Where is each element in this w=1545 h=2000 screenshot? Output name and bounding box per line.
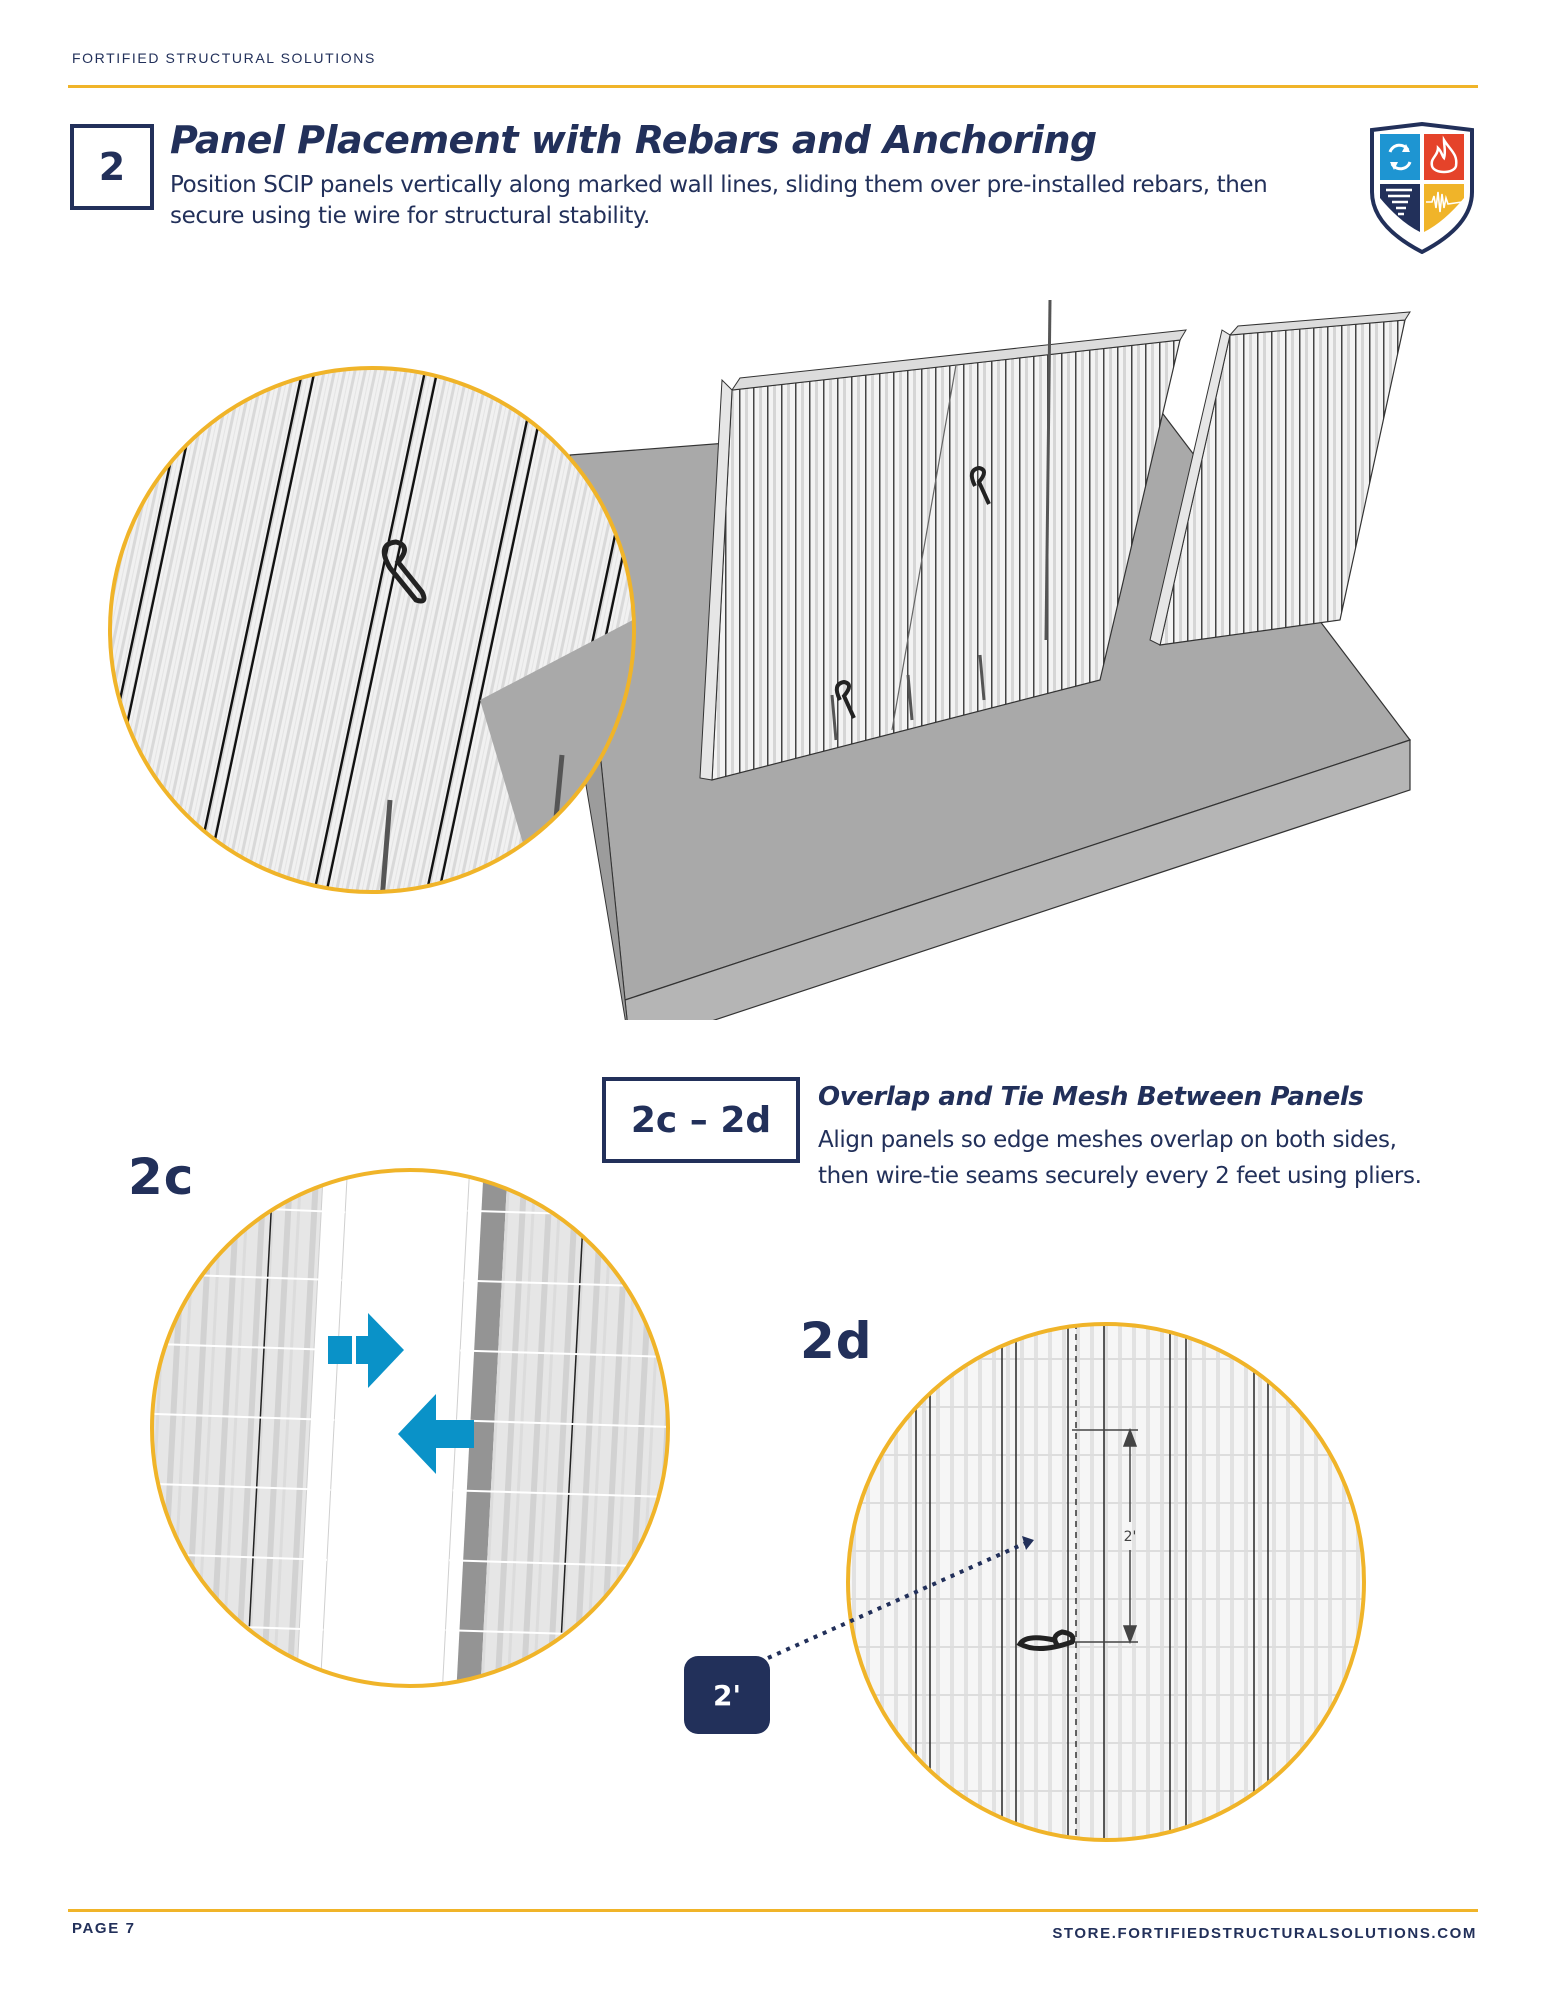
step-description <box>170 170 1267 232</box>
step-title: Panel Placement with Rebars and Anchoring <box>170 118 1097 162</box>
right-panel <box>479 1158 680 1698</box>
page-number: PAGE 7 <box>72 1920 136 1937</box>
figure-label-2d: 2d <box>800 1312 873 1370</box>
figure-label-2c: 2c <box>128 1148 195 1206</box>
substep-description-line2: then wire-tie seams securely every 2 feet using pliers. <box>818 1163 1422 1189</box>
callout-leader-line <box>760 1530 1050 1680</box>
brand-header: FORTIFIED STRUCTURAL SOLUTIONS <box>72 50 376 66</box>
substep-range-box <box>602 1077 800 1163</box>
substep-description-line1: Align panels so edge meshes overlap on both sides, <box>818 1127 1397 1153</box>
substep-title: Overlap and Tie Mesh Between Panels <box>818 1082 1364 1112</box>
callout-label: 2' <box>712 1678 742 1712</box>
scip-panel-right <box>1150 312 1410 645</box>
step-number-box <box>70 124 154 210</box>
panel-installation-illustration <box>100 300 1460 1020</box>
spacing-callout-badge <box>684 1656 770 1734</box>
header-divider <box>68 85 1478 88</box>
figure-2c-overlap-detail <box>140 1158 680 1698</box>
step-description-line2: secure using tie wire for structural stability. <box>170 203 650 229</box>
fire-icon <box>1424 134 1464 180</box>
cycle-arrows-icon <box>1380 134 1420 180</box>
dimension-label: 2' <box>1123 1529 1137 1545</box>
step-description-line1: Position SCIP panels vertically along marked wall lines, sliding them over pre-installed rebars, then <box>170 172 1268 198</box>
step-number: 2 <box>98 145 126 189</box>
footer-divider <box>68 1909 1478 1912</box>
substep-range-label: 2c – 2d <box>630 1099 772 1141</box>
substep-description <box>818 1122 1421 1194</box>
shield-logo <box>1368 122 1476 254</box>
store-url[interactable]: STORE.FORTIFIEDSTRUCTURALSOLUTIONS.COM <box>1052 1925 1477 1942</box>
